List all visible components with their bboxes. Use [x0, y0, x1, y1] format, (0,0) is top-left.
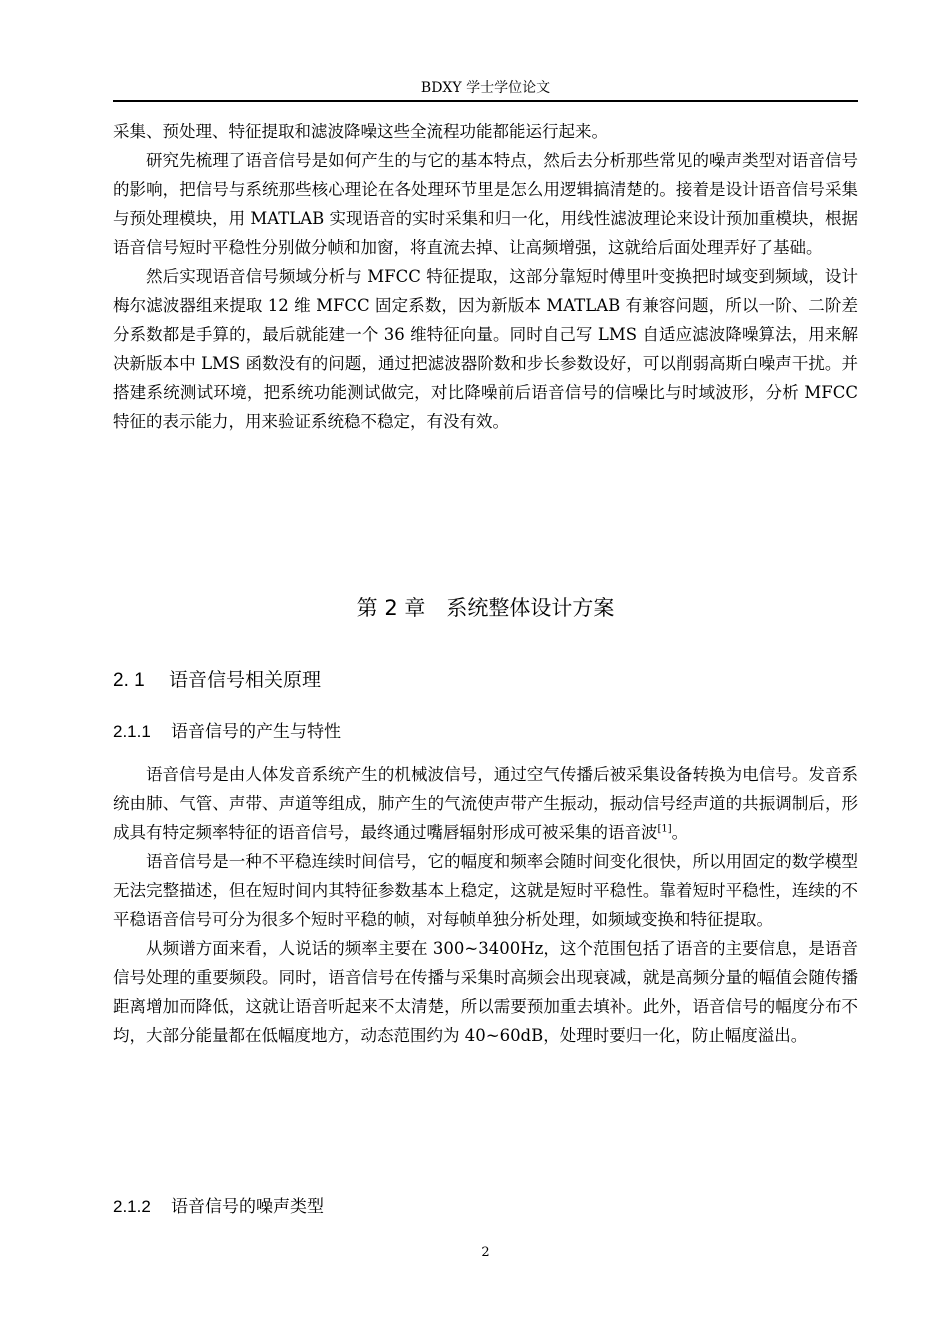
section-number: 2. 1	[113, 670, 145, 691]
subsection-heading-2-1-1	[113, 719, 341, 745]
section-title: 语音信号相关原理	[169, 669, 322, 691]
subsection-number: 2.1.2	[113, 1197, 151, 1216]
intro-paragraph-2: 研究先梳理了语音信号是如何产生的与它的基本特点，然后去分析那些常见的噪声类型对语音信号的影响，把信号与系统那些核心理论在各处理环节里是怎么用逻辑搞清楚的。接着是设计语音信号采集与预处理模块，用 MATLAB 实现语音的实时采集和归一化，用线性滤波理论来设计预加重模块，根据语音信号短时平稳性分别做分帧和加窗，将直流去掉、让高频增强，这就给后面处理弄好了基础。	[113, 151, 858, 257]
subsection-title: 语音信号的产生与特性	[171, 722, 341, 742]
section-heading-2-1	[113, 666, 321, 695]
page-number: 2	[481, 1245, 490, 1260]
subsection-number: 2.1.1	[113, 722, 151, 741]
paragraph-end: 。	[671, 823, 689, 842]
chapter-number: 第 2 章	[356, 596, 426, 620]
header-rule	[113, 100, 858, 102]
section-2-1-1-body	[113, 760, 858, 1050]
body-paragraph-1	[113, 760, 858, 847]
paragraph-text: 语音信号是由人体发音系统产生的机械波信号，通过空气传播后被采集设备转换为电信号。发音系统由肺、气管、声带、声道等组成，肺产生的气流使声带产生振动，振动信号经声道的共振调制后，形成具有特定频率特征的语音信号，最终通过嘴唇辐射形成可被采集的语音波	[113, 765, 858, 842]
body-paragraph-3: 从频谱方面来看，人说话的频率主要在 300~3400Hz，这个范围包括了语音的主要信息，是语音信号处理的重要频段。同时，语音信号在传播与采集时高频会出现衰减，就是高频分量的幅值会随传播距离增加而降低，这就让语音听起来不太清楚，所以需要预加重去填补。此外，语音信号的幅度分布不均，大部分能量都在低幅度地方，动态范围约为 40~60dB，处理时要归一化，防止幅度溢出。	[113, 939, 858, 1045]
chapter-title: 系统整体设计方案	[446, 596, 615, 620]
body-paragraph-2: 语音信号是一种不平稳连续时间信号，它的幅度和频率会随时间变化很快，所以用固定的数学模型无法完整描述，但在短时间内其特征参数基本上稳定，这就是短时平稳性。靠着短时平稳性，连续的不平稳语音信号可分为很多个短时平稳的帧，对每帧单独分析处理，如频域变换和特征提取。	[113, 852, 858, 929]
running-header: BDXY 学士学位论文	[420, 80, 551, 96]
subsection-title: 语音信号的噪声类型	[171, 1197, 324, 1217]
subsection-heading-2-1-2	[113, 1194, 324, 1220]
chapter-heading	[113, 592, 858, 624]
citation-ref[interactable]: [1]	[657, 823, 672, 835]
intro-section	[113, 117, 858, 436]
intro-paragraph-3: 然后实现语音信号频域分析与 MFCC 特征提取，这部分靠短时傅里叶变换把时域变到频域，设计梅尔滤波器组来提取 12 维 MFCC 固定系数，因为新版本 MATLAB 有兼容问题，所以一阶、二阶差分系数都是手算的，最后就能建一个 36 维特征向量。同时自己写 LMS 自适应滤波降噪算法，用来解决新版本中 LMS 函数没有的问题，通过把滤波器阶数和步长参数设好，可以削弱高斯白噪声干扰。并搭建系统测试环境，把系统功能测试做完，对比降噪前后语音信号的信噪比与时域波形，分析 MFCC 特征的表示能力，用来验证系统稳不稳定，有没有效。	[113, 267, 858, 431]
intro-paragraph-1: 采集、预处理、特征提取和滤波降噪这些全流程功能都能运行起来。	[113, 122, 608, 141]
